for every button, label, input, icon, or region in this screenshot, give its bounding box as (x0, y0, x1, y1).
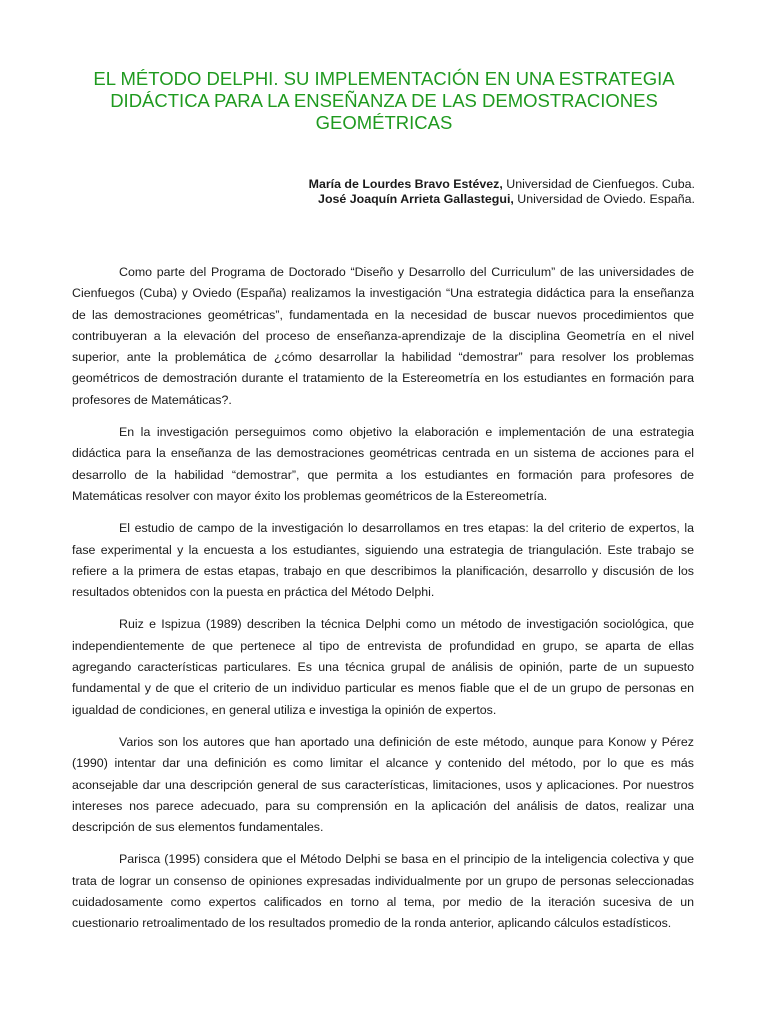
author-line (135, 177, 695, 192)
title-line-3: GEOMÉTRICAS (315, 112, 453, 133)
paragraph: Parisca (1995) considera que el Método Delphi se basa en el principio de la inteligencia colectiva y que trata de lograr un consenso de opiniones expresadas individualmente por un grupo de personas seleccionadas cuidadosamente como expertos calificados en torno al tema, por medio de la iteración sucesiva de un cuestionario retroalimentado de los resultados promedio de la ronda anterior, aplicando cálculos estadísticos. (72, 852, 694, 931)
paragraph: Como parte del Programa de Doctorado “Diseño y Desarrollo del Curriculum” de las universidades de Cienfuegos (Cuba) y Oviedo (España) realizamos la investigación “Una estrategia didáctica para la enseñanza de las demostraciones geométricas”, fundamentada en la necesidad de buscar nuevos procedimientos que contribuyeran a la elevación del proceso de enseñanza-aprendizaje de la disciplina Geometría en el nivel superior, ante la problemática de ¿cómo desarrollar la habilidad “demostrar” para resolver los problemas geométricos de demostración durante el tratamiento de la Estereometría en los estudiantes en formación para profesores de Matemáticas?. (72, 265, 694, 407)
author-affiliation: Universidad de Oviedo. España. (513, 191, 695, 206)
paragraph: Varios son los autores que han aportado una definición de este método, aunque para Konow y Pérez (1990) intentar dar una definición es como limitar el alcance y contenido del método, por lo que es más aconsejable dar una descripción general de sus características, limitaciones, usos y aplicaciones. Por nuestros intereses nos parece adecuado, para su comprensión en la aplicación del análisis de datos, realizar una descripción de sus elementos fundamentales. (72, 734, 694, 835)
body-text (72, 262, 694, 946)
title-line-2: DIDÁCTICA PARA LA ENSEÑANZA DE LAS DEMOSTRACIONES (110, 90, 658, 111)
title-line-1: EL MÉTODO DELPHI. SU IMPLEMENTACIÓN EN UNA ESTRATEGIA (93, 68, 675, 89)
paragraph: El estudio de campo de la investigación lo desarrollamos en tres etapas: la del criterio de expertos, la fase experimental y la encuesta a los estudiantes, siguiendo una estrategia de triangulación. Este trabajo se refiere a la primera de estas etapas, trabajo en que describimos la planificación, desarrollo y discusión de los resultados obtenidos con la puesta en práctica del Método Delphi. (72, 521, 694, 600)
paragraph: Ruiz e Ispizua (1989) describen la técnica Delphi como un método de investigación sociológica, que independientemente de que pertenece al tipo de entrevista de profundidad en grupo, se aparta de ellas agregando características particulares. Es una técnica grupal de análisis de opinión, parte de un supuesto fundamental y de que el criterio de un individuo particular es menos fiable que el de un grupo de personas en igualdad de condiciones, en general utiliza e investiga la opinión de expertos. (72, 617, 694, 717)
author-affiliation: Universidad de Cienfuegos. Cuba. (502, 177, 695, 191)
author-block (135, 177, 695, 206)
paragraph: En la investigación perseguimos como objetivo la elaboración e implementación de una estrategia didáctica para la enseñanza de las demostraciones geométricas centrada en un sistema de acciones para el desarrollo de la habilidad “demostrar”, que permita a los estudiantes en formación para profesores de Matemáticas resolver con mayor éxito los problemas geométricos de la Estereometría. (72, 425, 694, 503)
author-line (135, 192, 695, 207)
paper-title (60, 68, 708, 134)
author-name: José Joaquín Arrieta Gallastegui, (318, 191, 514, 206)
author-name: María de Lourdes Bravo Estévez, (308, 177, 503, 191)
